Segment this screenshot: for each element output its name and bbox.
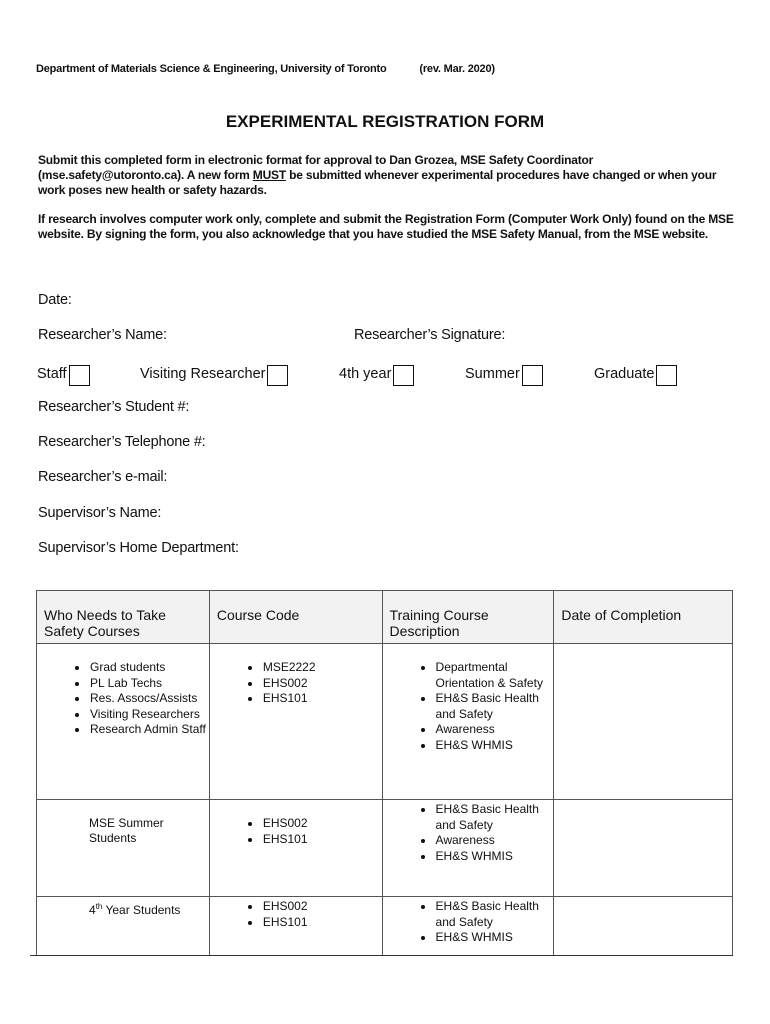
- list-item: • EH&S Basic Health and Safety: [435, 802, 550, 833]
- description-cell: [382, 800, 554, 897]
- list-item: • Awareness: [435, 722, 550, 738]
- fourth-year-label: 4th year: [339, 366, 392, 382]
- list-item: • EHS002: [262, 899, 382, 915]
- graduate-label: Graduate: [594, 366, 655, 382]
- list-item: • EH&S WHMIS: [435, 930, 550, 946]
- instructions-paragraph-2: If research involves computer work only, complete and submit the Registration Form (Computer Work Only) found on the MSE website. By signing the form, you also acknowledge that you have studied the MSE Safety Manual, from the MSE website.: [38, 212, 734, 241]
- graduate-option[interactable]: [594, 362, 677, 386]
- list-item: • Research Admin Staff: [89, 722, 209, 738]
- who-cell: [37, 644, 210, 800]
- supervisor-name-label: Supervisor’s Name:: [38, 505, 162, 521]
- course-code-cell: [209, 644, 382, 800]
- list-item: • EHS101: [262, 915, 382, 931]
- date-label: Date:: [38, 292, 72, 308]
- header-description: Training Course Description: [382, 591, 554, 644]
- researcher-name-label: Researcher’s Name:: [38, 327, 167, 343]
- list-item: • Grad students: [89, 660, 209, 676]
- list-item: • EH&S Basic Health and Safety: [435, 899, 550, 930]
- visiting-researcher-label: Visiting Researcher: [140, 366, 266, 382]
- table-row: [37, 897, 733, 956]
- supervisor-department-label: Supervisor’s Home Department:: [38, 540, 239, 556]
- summer-option[interactable]: [465, 362, 543, 386]
- student-number-label: Researcher’s Student #:: [38, 399, 190, 415]
- bottom-divider: [30, 955, 733, 956]
- safety-courses-table: [36, 590, 733, 956]
- course-code-cell: [209, 897, 382, 956]
- fourth-year-option[interactable]: [339, 362, 414, 386]
- summer-label: Summer: [465, 366, 520, 382]
- instructions-paragraph-1: Submit this completed form in electronic format for approval to Dan Grozea, MSE Safety Coordinator (mse.safety@utoronto.ca). A new form MUST be submitted whenever experimental procedures have changed or when your work poses new health or safety hazards.: [38, 153, 717, 197]
- list-item: • EHS101: [262, 691, 382, 707]
- department-name: Department of Materials Science & Engineering, University of Toronto: [36, 63, 387, 75]
- graduate-checkbox[interactable]: [656, 365, 677, 386]
- list-item: • EHS002: [262, 676, 382, 692]
- staff-checkbox[interactable]: [69, 365, 90, 386]
- list-item: • EHS002: [262, 816, 382, 832]
- course-code-cell: [209, 800, 382, 897]
- list-item: • EH&S WHMIS: [435, 738, 550, 754]
- list-item: • Res. Assocs/Assists: [89, 691, 209, 707]
- header-who: Who Needs to Take Safety Courses: [37, 591, 210, 644]
- table-header-row: [37, 591, 733, 644]
- staff-label: Staff: [37, 366, 67, 382]
- who-cell: [37, 800, 210, 897]
- list-item: • Visiting Researchers: [89, 707, 209, 723]
- header-course-code: Course Code: [209, 591, 382, 644]
- who-text: 4th Year Students: [89, 902, 181, 917]
- date-completion-cell[interactable]: [554, 897, 733, 956]
- staff-option[interactable]: [37, 362, 90, 386]
- visiting-researcher-option[interactable]: [140, 362, 288, 386]
- summer-checkbox[interactable]: [522, 365, 543, 386]
- list-item: • Awareness: [435, 833, 550, 849]
- list-item: • EH&S Basic Health and Safety: [435, 691, 550, 722]
- description-cell: [382, 644, 554, 800]
- date-completion-cell[interactable]: [554, 644, 733, 800]
- description-cell: [382, 897, 554, 956]
- revision-date: (rev. Mar. 2020): [419, 63, 495, 75]
- telephone-label: Researcher’s Telephone #:: [38, 434, 206, 450]
- list-item: • PL Lab Techs: [89, 676, 209, 692]
- list-item: • Departmental Orientation & Safety: [435, 660, 550, 691]
- header-date-completion: Date of Completion: [554, 591, 733, 644]
- researcher-signature-label: Researcher’s Signature:: [354, 327, 506, 343]
- document-header: [36, 63, 495, 75]
- who-text: MSE Summer Students: [89, 816, 164, 845]
- email-label: Researcher’s e-mail:: [38, 469, 168, 485]
- table-row: [37, 644, 733, 800]
- list-item: • MSE2222: [262, 660, 382, 676]
- table-row: [37, 800, 733, 897]
- who-cell: [37, 897, 210, 956]
- list-item: • EHS101: [262, 832, 382, 848]
- fourth-year-checkbox[interactable]: [393, 365, 414, 386]
- date-completion-cell[interactable]: [554, 800, 733, 897]
- researcher-category-row: [37, 362, 737, 388]
- must-emphasis: MUST: [252, 168, 286, 182]
- list-item: • EH&S WHMIS: [435, 849, 550, 865]
- visiting-researcher-checkbox[interactable]: [267, 365, 288, 386]
- form-title: EXPERIMENTAL REGISTRATION FORM: [225, 112, 545, 131]
